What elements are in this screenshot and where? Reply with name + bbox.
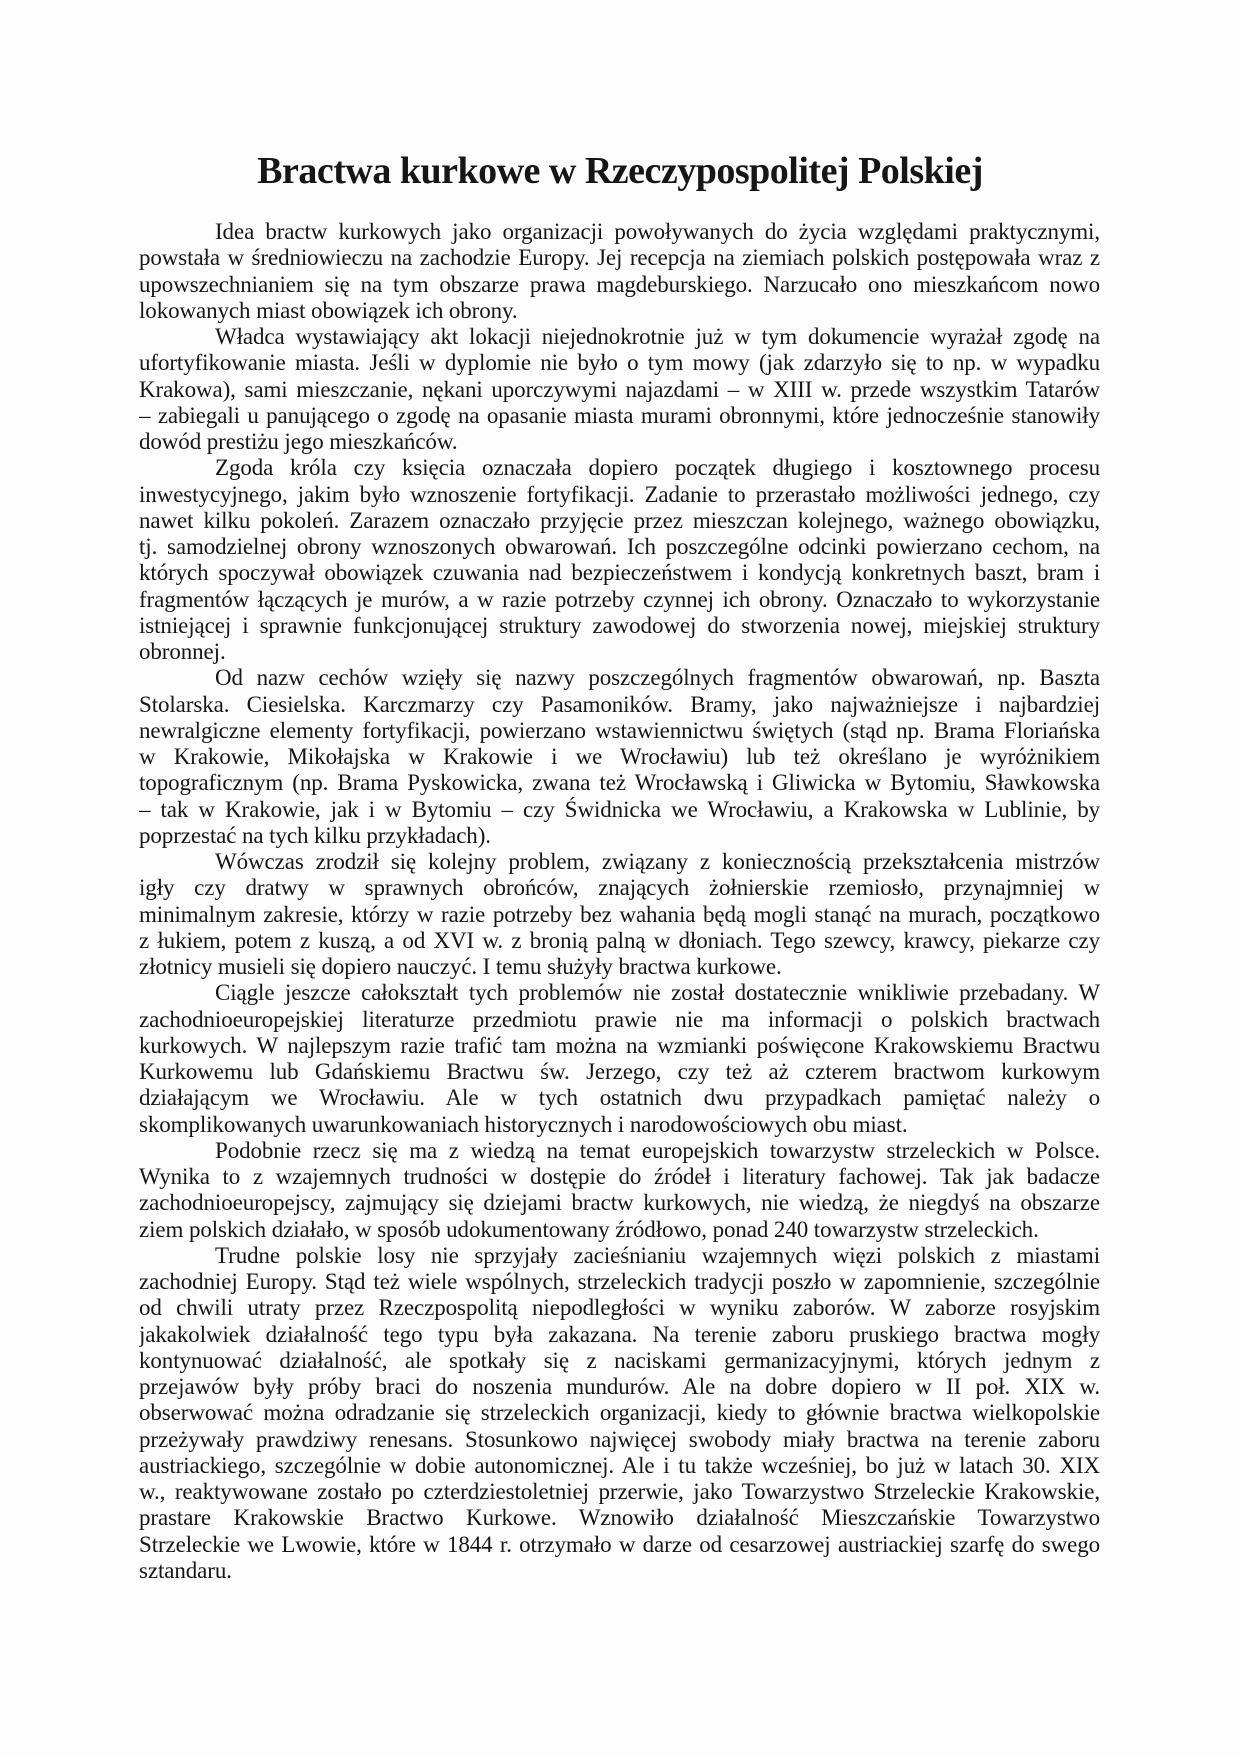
paragraph <box>139 324 1100 455</box>
paragraph <box>139 1243 1100 1584</box>
text-line: przejawów były próby braci do noszenia mundurów. Ale na dobre dopiero w II poł. XIX w. <box>139 1374 1100 1399</box>
text-line: od chwili utraty przez Rzeczpospolitą niepodległości w wyniku zaborów. W zaborze rosyjskim <box>139 1295 1100 1321</box>
text-line: w Krakowie, Mikołajska w Krakowie i we Wrocławiu) lub też określano je wyróżnikiem <box>139 744 1100 769</box>
text-line: igły czy dratwy w sprawnych obrońców, znających żołnierskie rzemiosło, przynajmniej w <box>139 875 1100 901</box>
text-line: Kurkowemu lub Gdańskiemu Bractwu św. Jerzego, czy też aż czterem bractwom kurkowym <box>139 1059 1100 1084</box>
text-line: Władca wystawiający akt lokacji niejednokrotnie już w tym dokumencie wyrażał zgodę na <box>215 324 1100 349</box>
text-line: kurkowych. W najlepszym razie trafić tam można na wzmianki poświęcone Krakowskiemu Bractwu <box>139 1032 1100 1058</box>
paragraph <box>139 455 1100 665</box>
page-title: Bractwa kurkowe w Rzeczypospolitej Polskiej <box>257 150 983 192</box>
text-line: nawet kilku pokoleń. Zarazem oznaczało przyjęcie przez mieszczan kolejnego, ważnego obowiązku, <box>139 507 1100 533</box>
text-line: ziem polskich działało, w sposób udokumentowany źródłowo, ponad 240 towarzystw strzeleckich. <box>139 1216 1039 1242</box>
text-line: inwestycyjnego, jakim było wznoszenie fortyfikacji. Zadanie to przerastało możliwości jednego, czy <box>139 481 1100 507</box>
text-line: – zabiegali u panującego o zgodę na opasanie miasta murami obronnymi, które jednocześnie stanowiły <box>139 402 1100 428</box>
paragraph <box>139 1138 1100 1243</box>
text-line: istniejącej i sprawnie funkcjonującej struktury zawodowej do stworzenia nowej, miejskiej struktury <box>139 612 1100 638</box>
text-line: poprzestać na tych kilku przykładach). <box>139 822 491 848</box>
text-line: Wówczas zrodził się kolejny problem, związany z koniecznością przekształcenia mistrzów <box>215 849 1100 874</box>
text-line: newralgiczne elementy fortyfikacji, powierzano wstawiennictwu świętych (stąd np. Brama Floriańska <box>139 717 1100 743</box>
text-line: Podobnie rzecz się ma z wiedzą na temat europejskich towarzystw strzeleckich w Polsce. <box>215 1137 1100 1163</box>
document-body <box>139 219 1100 1584</box>
text-line: Trudne polskie losy nie sprzyjały zacieśnianiu wzajemnych więzi polskich z miastami <box>215 1242 1100 1268</box>
text-line: kontynuować działalność, ale spotkały się z naciskami germanizacyjnymi, których jednym z <box>139 1347 1100 1373</box>
text-line: z łukiem, potem z kuszą, a od XVI w. z bronią palną w dłoniach. Tego szewcy, krawcy, piekarze czy <box>139 927 1100 953</box>
text-line: tj. samodzielnej obrony wznoszonych obwarowań. Ich poszczególne odcinki powierzano cechom, na <box>139 534 1100 559</box>
text-line: przeżywały prawdziwy renesans. Stosunkowo najwięcej swobody miały bractwa na terenie zaboru <box>139 1426 1100 1452</box>
text-line: w., reaktywowane zostało po czterdziestoletniej przerwie, jako Towarzystwo Strzeleckie Krakowskie, <box>139 1479 1100 1504</box>
text-line: obronnej. <box>139 639 226 664</box>
text-line: jakakolwiek działalność tego typu była zakazana. Na terenie zaboru pruskiego bractwa mogły <box>139 1321 1100 1347</box>
text-line: obserwować można odradzanie się strzeleckich organizacji, kiedy to głównie bractwa wielkopolskie <box>139 1400 1100 1426</box>
text-line: austriackiego, szczególnie w dobie autonomicznej. Ale i tu także wcześniej, bo już w latach 30. XIX <box>139 1452 1100 1478</box>
text-line: sztandaru. <box>139 1557 232 1583</box>
text-line: dowód prestiżu jego mieszkańców. <box>139 429 458 454</box>
text-line: – tak w Krakowie, jak i w Bytomiu – czy Świdnicka we Wrocławiu, a Krakowska w Lublinie, by <box>139 796 1100 822</box>
text-line: fragmentów łączących je murów, a w razie potrzeby czynnej ich obrony. Oznaczało to wykorzystanie <box>139 586 1100 612</box>
text-line: skomplikowanych uwarunkowaniach historycznych i narodowościowych obu miast. <box>139 1111 908 1137</box>
paragraph <box>139 849 1100 980</box>
paragraph <box>139 980 1100 1138</box>
text-line: upowszechnianiem się na tym obszarze prawa magdeburskiego. Narzucało ono mieszkańcom nowo <box>139 271 1100 297</box>
text-line: Stolarska. Ciesielska. Karczmarzy czy Pasamoników. Bramy, jako najważniejsze i najbardziej <box>139 691 1100 717</box>
text-line: zachodniej Europy. Stąd też wiele wspólnych, strzeleckich tradycji poszło w zapomnienie, szczególnie <box>139 1269 1100 1294</box>
text-line: prastare Krakowskie Bractwo Kurkowe. Wznowiło działalność Mieszczańskie Towarzystwo <box>139 1505 1100 1531</box>
text-line: lokowanych miast obowiązek ich obrony. <box>139 297 518 323</box>
text-line: działającym we Wrocławiu. Ale w tych ostatnich dwu przypadkach pamiętać należy o <box>139 1085 1100 1111</box>
text-line: zachodnioeuropejskiej literaturze przedmiotu prawie nie ma informacji o polskich bractwach <box>139 1006 1100 1032</box>
text-line: ufortyfikowanie miasta. Jeśli w dyplomie nie było o tym mowy (jak zdarzyło się to np. w wypadku <box>139 350 1100 376</box>
text-line: Idea bractw kurkowych jako organizacji powoływanych do życia względami praktycznymi, <box>215 219 1100 244</box>
paragraph <box>139 665 1100 849</box>
text-line: zachodnioeuropejscy, zajmujący się dziejami bractw kurkowych, nie wiedzą, że niegdyś na obszarze <box>139 1190 1100 1216</box>
text-line: złotnicy musieli się dopiero nauczyć. I temu służyły bractwa kurkowe. <box>139 954 782 979</box>
text-line: Krakowa), sami mieszczanie, nękani uporczywymi najazdami – w XIII w. przede wszystkim Tatarów <box>139 376 1100 402</box>
text-line: powstała w średniowieczu na zachodzie Europy. Jej recepcja na ziemiach polskich postępowała wraz z <box>139 245 1100 271</box>
text-line: Ciągle jeszcze całokształt tych problemów nie został dostatecznie wnikliwie przebadany. W <box>215 980 1100 1006</box>
text-line: Strzeleckie we Lwowie, które w 1844 r. otrzymało w darze od cesarzowej austriackiej szarfę do swego <box>139 1531 1100 1557</box>
paragraph <box>139 219 1100 324</box>
text-line: minimalnym zakresie, którzy w razie potrzeby bez wahania będą mogli stanąć na murach, początkowo <box>139 901 1100 927</box>
text-line: Zgoda króla czy księcia oznaczała dopiero początek długiego i kosztownego procesu <box>215 455 1100 481</box>
text-line: topograficznym (np. Brama Pyskowicka, zwana też Wrocławską i Gliwicka w Bytomiu, Sławkowska <box>139 770 1100 796</box>
text-line: Od nazw cechów wzięły się nazwy poszczególnych fragmentów obwarowań, np. Baszta <box>215 665 1100 691</box>
text-line: których spoczywał obowiązek czuwania nad bezpieczeństwem i kondycją konkretnych baszt, bram i <box>139 560 1100 586</box>
text-line: Wynika to z wzajemnych trudności w dostępie do źródeł i literatury fachowej. Tak jak badacze <box>139 1164 1100 1189</box>
